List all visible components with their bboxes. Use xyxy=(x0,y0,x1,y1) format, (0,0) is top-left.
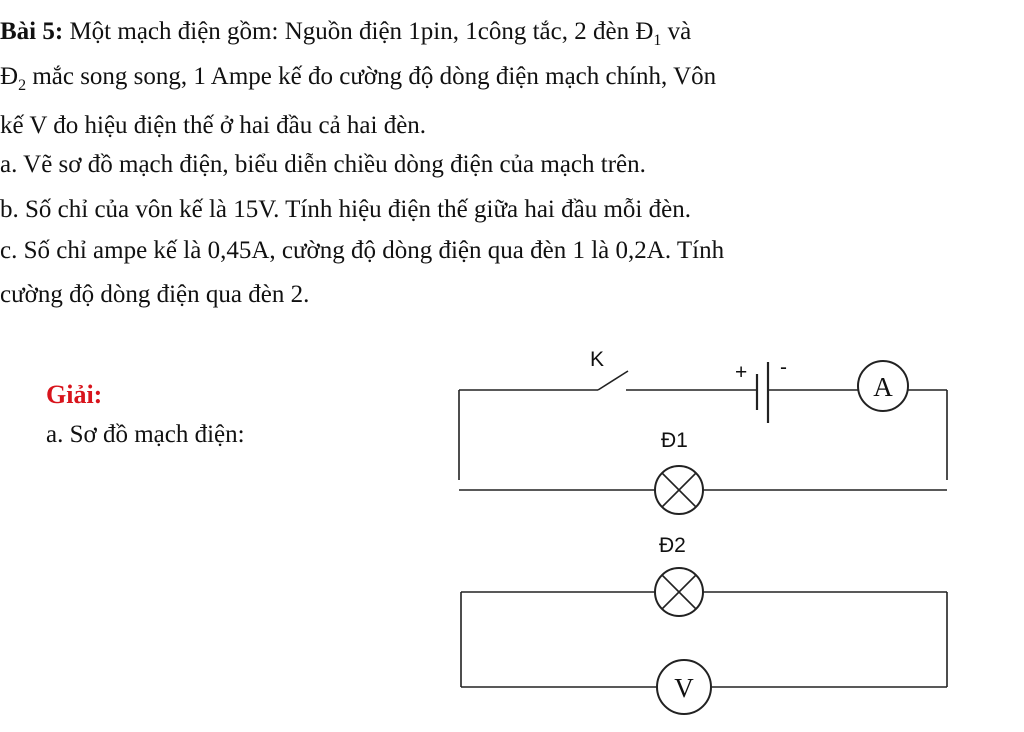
lamp1-label: Đ1 xyxy=(661,429,688,452)
lamp2-label: Đ2 xyxy=(659,534,686,557)
switch-label: K xyxy=(590,348,605,371)
question-b: b. Số chỉ của vôn kế là 15V. Tính hiệu điện thế giữa hai đầu mỗi đèn. xyxy=(0,196,691,223)
problem-line-1-end: và xyxy=(661,18,692,45)
battery-minus-label: - xyxy=(780,356,787,379)
lamp2-subscript: 2 xyxy=(18,77,27,94)
question-c: c. Số chỉ ampe kế là 0,45A, cường độ dòng điện qua đèn 1 là 0,2A. Tính xyxy=(0,237,725,264)
lamp1-subscript: 1 xyxy=(653,32,662,49)
battery-plus-label: + xyxy=(735,361,748,384)
voltmeter-label: V xyxy=(674,673,694,703)
lamp2-letter: Đ xyxy=(0,63,19,90)
problem-line-1-text: Một mạch điện gồm: Nguồn điện 1pin, 1công tắc, 2 đèn Đ xyxy=(63,18,654,45)
question-c-continued: cường độ dòng điện qua đèn 2. xyxy=(0,281,310,308)
problem-line-3: kế V đo hiệu điện thế ở hai đầu cả hai đèn. xyxy=(0,112,427,139)
ammeter-label: A xyxy=(873,372,893,402)
problem-title: Bài 5: xyxy=(0,18,64,45)
problem-line-2-text: mắc song song, 1 Ampe kế đo cường độ dòng điện mạch chính, Vôn xyxy=(26,63,717,90)
solution-title: Giải: xyxy=(46,380,103,409)
solution-part-a: a. Sơ đồ mạch điện: xyxy=(46,421,245,448)
question-a: a. Vẽ sơ đồ mạch điện, biểu diễn chiều dòng điện của mạch trên. xyxy=(0,151,646,178)
switch-k xyxy=(598,371,628,390)
